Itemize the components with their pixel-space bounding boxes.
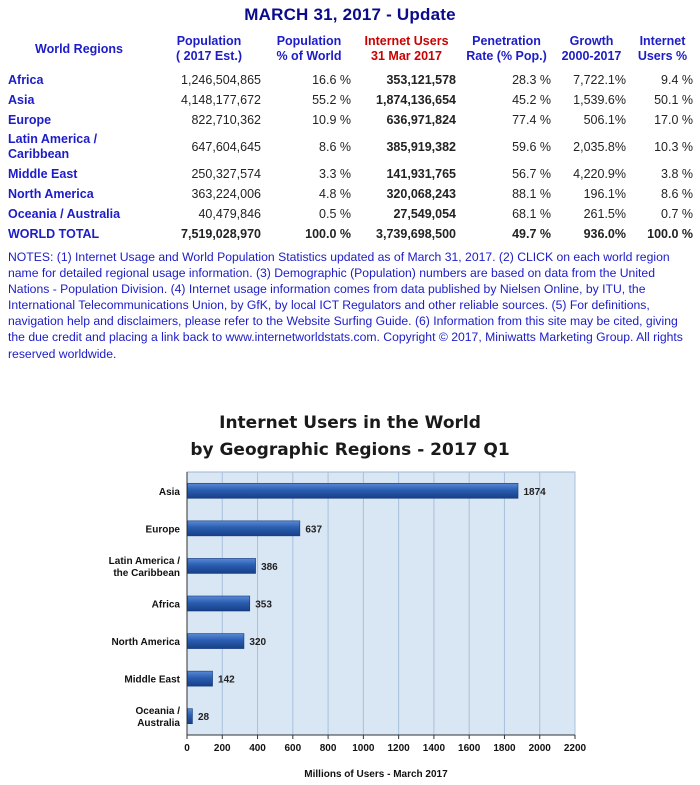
cell-pct-world: 4.8 %	[319, 186, 351, 201]
bar	[188, 521, 300, 536]
cell-population: 822,710,362	[191, 112, 261, 127]
bar	[188, 558, 256, 573]
category-label: Oceania /	[135, 706, 180, 718]
header-line: % of World	[276, 49, 342, 63]
internet-users-chart	[0, 400, 700, 785]
cell-pct-world: 10.9 %	[312, 112, 351, 127]
notes-text-7: . Copyright © 2017, Miniwatts Marketing Group. All rights reserved worldwide.	[8, 330, 683, 361]
cell-users-pct: 17.0 %	[654, 112, 693, 127]
cell-users: 1,874,136,654	[376, 92, 456, 107]
cell-growth: 4,220.9%	[573, 166, 626, 181]
header-pct-world	[264, 34, 354, 70]
cell-users: 385,919,382	[386, 139, 456, 154]
x-tick-label: 200	[213, 743, 231, 754]
table-row	[4, 164, 696, 184]
cell-growth: 2,035.8%	[573, 139, 626, 154]
cell-region[interactable]: Oceania / Australia	[8, 206, 121, 221]
cell-users: 353,121,578	[386, 72, 456, 87]
stats-table	[4, 34, 696, 244]
gfk-link[interactable]: GfK	[246, 298, 268, 313]
cell-penetration: 56.7 %	[512, 166, 551, 181]
table-row	[4, 70, 696, 90]
cell-penetration: 77.4 %	[512, 112, 551, 127]
header-line: Population	[276, 34, 342, 48]
x-tick-label: 1400	[422, 743, 446, 754]
value-label: 1874	[523, 486, 546, 498]
cell-users-pct: 3.8 %	[661, 166, 693, 181]
cell-pct-world: 3.3 %	[319, 166, 351, 181]
table-row	[4, 110, 696, 130]
cell-growth: 1,539.6%	[573, 92, 626, 107]
cell-growth: 7,722.1%	[573, 72, 626, 87]
cell-penetration: 88.1 %	[512, 186, 551, 201]
header-line: Users %	[637, 49, 688, 63]
header-line: 2000-2017	[561, 49, 622, 63]
cell-growth: 196.1%	[583, 186, 626, 201]
x-tick-label: 600	[284, 743, 302, 754]
cell-users-pct: 50.1 %	[654, 92, 693, 107]
bar	[188, 483, 519, 498]
cell-growth: 506.1%	[583, 112, 626, 127]
cell-penetration: 45.2 %	[512, 92, 551, 107]
cell-users: 320,068,243	[386, 186, 456, 201]
cell-pct-world: 16.6 %	[312, 72, 351, 87]
cell-population: 1,246,504,865	[181, 72, 261, 87]
header-line: Rate (% Pop.)	[466, 49, 547, 63]
x-tick-label: 2200	[563, 743, 587, 754]
un-population-link[interactable]: United Nations - Population Division	[8, 266, 655, 297]
category-label: Latin America /	[108, 555, 180, 567]
x-tick-label: 0	[184, 743, 190, 754]
cell-region[interactable]: Europe	[8, 112, 52, 127]
cell-users: 636,971,824	[386, 112, 456, 127]
header-line: 31 Mar 2017	[371, 49, 442, 63]
x-tick-label: 1200	[387, 743, 410, 754]
cell-population: 40,479,846	[198, 206, 261, 221]
category-label: Australia	[137, 718, 180, 730]
header-line: Growth	[569, 34, 614, 48]
table-row	[4, 90, 696, 110]
header-penetration	[459, 34, 554, 70]
x-axis-label: Millions of Users - March 2017	[304, 769, 448, 780]
category-label: Middle East	[124, 674, 180, 686]
value-label: 353	[255, 599, 272, 611]
cell-population: 7,519,028,970	[181, 226, 261, 241]
cell-users-pct: 10.3 %	[654, 139, 693, 154]
notes-text-3: , by ITU, the	[579, 282, 646, 297]
category-label: the Caribbean	[113, 567, 180, 579]
cell-population: 363,224,006	[191, 186, 261, 201]
cell-region[interactable]: North America	[8, 186, 94, 201]
bar	[188, 596, 250, 611]
header-region	[4, 34, 154, 70]
cell-users: 3,739,698,500	[376, 226, 456, 241]
x-tick-label: 800	[319, 743, 337, 754]
chart-subtitle: by Geographic Regions - 2017 Q1	[190, 440, 510, 460]
notes-text-2: . (4) Internet usage information comes from data published by	[163, 282, 500, 297]
cell-pct-world: 55.2 %	[312, 92, 351, 107]
cell-region[interactable]: Middle East	[8, 166, 78, 181]
header-line: ( 2017 Est.)	[175, 49, 242, 63]
category-label: Africa	[151, 599, 180, 611]
cell-users-pct: 8.6 %	[661, 186, 693, 201]
cell-users-pct: 100.0 %	[647, 226, 693, 241]
chart-title: Internet Users in the World	[219, 413, 481, 433]
cell-users: 141,931,765	[386, 166, 456, 181]
table-row	[4, 130, 696, 164]
cell-population: 250,327,574	[191, 166, 261, 181]
value-label: 28	[197, 712, 210, 724]
cell-users: 27,549,054	[393, 206, 456, 221]
table-header-row	[4, 34, 696, 70]
header-population	[154, 34, 264, 70]
category-label: North America	[111, 637, 180, 649]
nielsen-online-link[interactable]: Nielsen Online	[499, 282, 580, 297]
header-line: World Regions	[35, 41, 123, 56]
notes-text-4: , by	[223, 298, 247, 313]
internetworldstats-link[interactable]: www.internetworldstats.com	[225, 330, 377, 345]
cell-region[interactable]: Latin America / Caribbean	[8, 132, 98, 161]
header-line: Population	[176, 34, 242, 48]
bar	[188, 671, 213, 686]
header-line: Internet Users	[364, 34, 449, 48]
header-line: Penetration	[472, 34, 541, 48]
cell-penetration: 28.3 %	[512, 72, 551, 87]
cell-region: WORLD TOTAL	[8, 226, 100, 241]
notes-paragraph	[8, 249, 694, 362]
cell-penetration: 68.1 %	[512, 206, 551, 221]
table-row	[4, 204, 696, 224]
x-tick-label: 1600	[458, 743, 481, 754]
x-tick-label: 1000	[352, 743, 375, 754]
table-total-row	[4, 224, 696, 244]
category-label: Europe	[145, 524, 180, 536]
x-tick-label: 400	[249, 743, 266, 754]
cell-penetration: 59.6 %	[512, 139, 551, 154]
cell-population: 647,604,645	[191, 139, 261, 154]
notes-text-6: . (6) Information from this site may be cited, giving the due credit and placing a link back to	[8, 314, 678, 345]
cell-region[interactable]: Asia	[8, 92, 35, 107]
cell-growth: 261.5%	[583, 206, 626, 221]
cell-pct-world: 0.5 %	[319, 206, 351, 221]
bar	[188, 709, 193, 724]
value-label: 142	[218, 674, 235, 686]
bar	[188, 634, 244, 649]
value-label: 637	[305, 524, 323, 536]
cell-users-pct: 0.7 %	[661, 206, 693, 221]
cell-penetration: 49.7 %	[512, 226, 551, 241]
header-line: Internet	[639, 34, 686, 48]
value-label: 386	[261, 561, 278, 573]
header-internet-users	[354, 34, 459, 70]
x-tick-label: 1800	[493, 743, 516, 754]
cell-pct-world: 100.0 %	[305, 226, 351, 241]
category-label: Asia	[158, 486, 180, 498]
cell-users-pct: 9.4 %	[661, 72, 693, 87]
header-users-pct	[629, 34, 696, 70]
value-label: 320	[249, 637, 267, 649]
itu-link[interactable]: International Telecommunications Union	[8, 298, 224, 313]
cell-region[interactable]: Africa	[8, 72, 44, 87]
x-tick-label: 2000	[528, 743, 551, 754]
notes-text-1: NOTES: (1) Internet Usage and World Population Statistics updated as of March 31, 2017. (2) CLICK on each world region name for detailed regional usage information. (3) Demographic (Population) numbers are based on data from the	[8, 250, 670, 281]
notes-text-5: , by local ICT Regulators and other reliable sources. (5) For definitions, navigation help and disclaimers, please refer to the	[8, 298, 650, 329]
cell-population: 4,148,177,672	[181, 92, 261, 107]
table-row	[4, 184, 696, 204]
cell-growth: 936.0%	[583, 226, 626, 241]
page-title: MARCH 31, 2017 - Update	[244, 5, 456, 24]
header-growth	[554, 34, 629, 70]
website-surfing-guide-link[interactable]: Website Surfing Guide	[286, 314, 409, 329]
cell-pct-world: 8.6 %	[319, 139, 351, 154]
